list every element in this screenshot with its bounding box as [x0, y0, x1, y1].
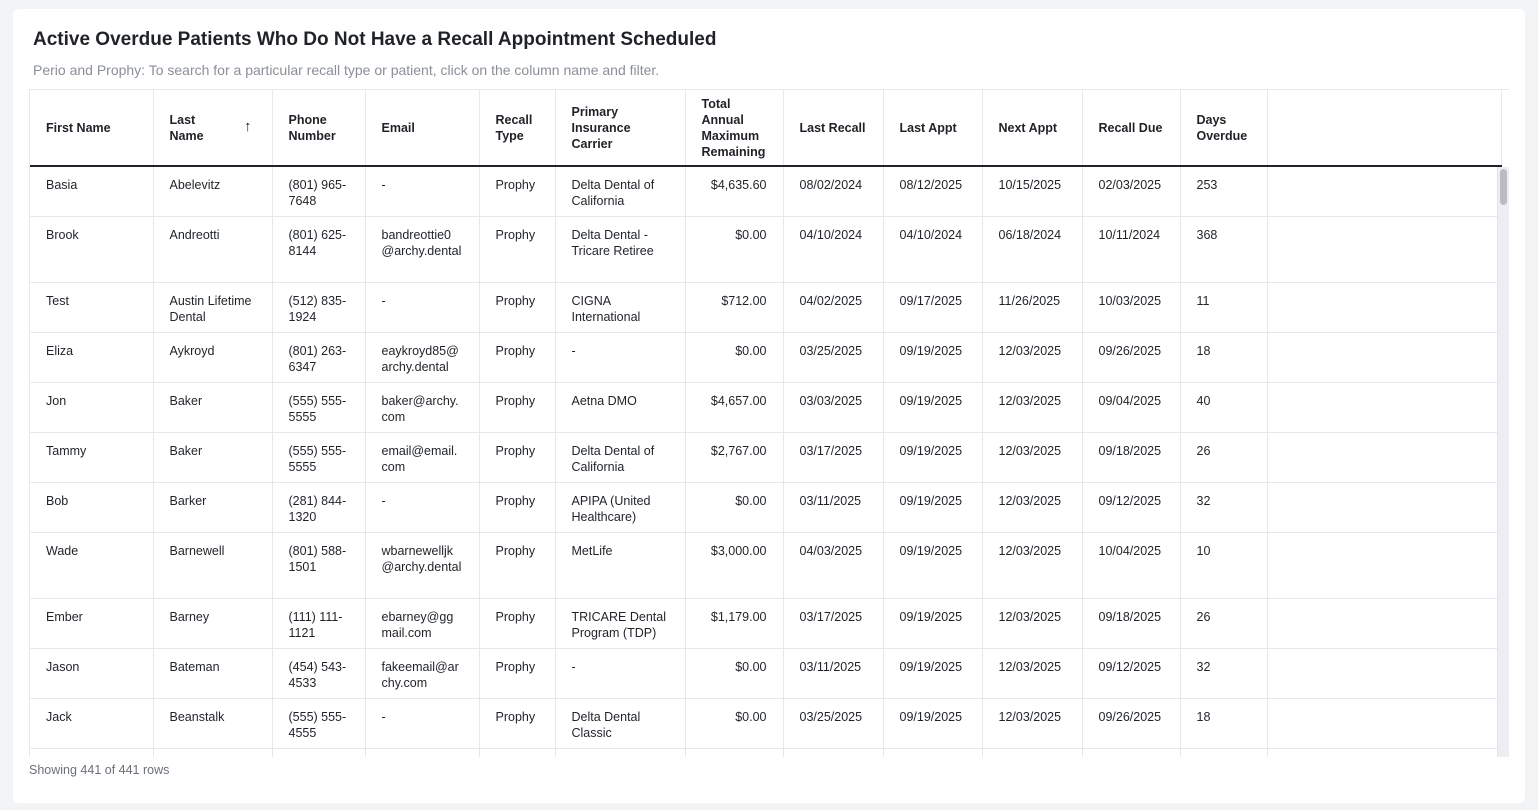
- annual-maximum-remaining-cell: $2,767.00: [685, 432, 783, 482]
- last-appt-cell: 09/19/2025: [883, 482, 982, 532]
- next-appt-cell: [982, 748, 1082, 757]
- last-recall-cell: 03/11/2025: [783, 648, 883, 698]
- phone-number-cell: (801) 588-1501: [272, 532, 365, 598]
- days-overdue-cell: 368: [1180, 216, 1267, 282]
- days-overdue-cell: 26: [1180, 432, 1267, 482]
- report-card: [13, 9, 1525, 803]
- table-row[interactable]: [30, 648, 1501, 698]
- insurance-carrier-cell: -: [555, 648, 685, 698]
- last-name-cell: Abelevitz: [153, 166, 272, 216]
- filler-cell: [1267, 166, 1501, 216]
- table-row[interactable]: [30, 166, 1501, 216]
- filler-cell: [1267, 282, 1501, 332]
- next-appt-cell: 12/03/2025: [982, 482, 1082, 532]
- email-cell: wbarnewelljk@archy.dental: [365, 532, 479, 598]
- email-cell: fakeemail@archy.com: [365, 648, 479, 698]
- insurance-carrier-cell: CIGNA International: [555, 282, 685, 332]
- recall-type-cell: Prophy: [479, 432, 555, 482]
- phone-number-cell: (555) 555-4555: [272, 698, 365, 748]
- next-appt-cell: 12/03/2025: [982, 698, 1082, 748]
- insurance-carrier-cell: MetLife: [555, 532, 685, 598]
- table-row[interactable]: [30, 598, 1501, 648]
- column-header-filler: [1267, 90, 1501, 166]
- annual-maximum-remaining-cell: $712.00: [685, 282, 783, 332]
- table-row[interactable]: [30, 216, 1501, 282]
- table-header-row: [30, 90, 1501, 166]
- first-name-cell: Brook: [30, 216, 153, 282]
- filler-cell: [1267, 532, 1501, 598]
- insurance-carrier-cell: Delta Dental of California: [555, 432, 685, 482]
- days-overdue-cell: [1180, 748, 1267, 757]
- column-header-phone-number[interactable]: [272, 90, 365, 166]
- patients-table: [29, 89, 1509, 757]
- first-name-cell: Jack: [30, 698, 153, 748]
- days-overdue-cell: 253: [1180, 166, 1267, 216]
- column-header-days-overdue[interactable]: [1180, 90, 1267, 166]
- first-name-cell: Jason: [30, 648, 153, 698]
- first-name-cell: Tammy: [30, 432, 153, 482]
- arrow-up-icon[interactable]: ↑: [244, 118, 252, 135]
- table-row[interactable]: [30, 532, 1501, 598]
- column-header-primary-insurance-carrier[interactable]: [555, 90, 685, 166]
- next-appt-cell: 12/03/2025: [982, 382, 1082, 432]
- recall-due-cell: 02/03/2025: [1082, 166, 1180, 216]
- column-header-label: Next Appt: [998, 120, 1058, 135]
- last-recall-cell: 03/25/2025: [783, 698, 883, 748]
- last-appt-cell: 09/19/2025: [883, 648, 982, 698]
- first-name-cell: Jon: [30, 382, 153, 432]
- column-header-last-appt[interactable]: [883, 90, 982, 166]
- scrollbar-thumb[interactable]: [1500, 169, 1507, 205]
- column-header-label: Phone Number: [288, 112, 336, 143]
- last-name-cell: Austin Lifetime Dental: [153, 282, 272, 332]
- last-name-cell: Baker: [153, 382, 272, 432]
- table-row[interactable]: [30, 332, 1501, 382]
- next-appt-cell: 12/03/2025: [982, 332, 1082, 382]
- days-overdue-cell: 32: [1180, 482, 1267, 532]
- recall-type-cell: Prophy: [479, 598, 555, 648]
- column-header-recall-type[interactable]: [479, 90, 555, 166]
- last-appt-cell: 09/19/2025: [883, 382, 982, 432]
- phone-number-cell: (281) 844-1320: [272, 482, 365, 532]
- phone-number-cell: (555) 555-5555: [272, 382, 365, 432]
- filler-cell: [1267, 216, 1501, 282]
- table-row[interactable]: [30, 748, 1501, 757]
- next-appt-cell: 10/15/2025: [982, 166, 1082, 216]
- recall-type-cell: Prophy: [479, 698, 555, 748]
- annual-maximum-remaining-cell: $0.00: [685, 216, 783, 282]
- page-title: Active Overdue Patients Who Do Not Have a Recall Appointment Scheduled: [33, 29, 717, 50]
- column-header-label: Total Annual Maximum Remaining: [701, 96, 766, 159]
- column-header-label: Days Overdue: [1196, 112, 1248, 143]
- recall-due-cell: 09/18/2025: [1082, 432, 1180, 482]
- table-row[interactable]: [30, 482, 1501, 532]
- annual-maximum-remaining-cell: $4,657.00: [685, 382, 783, 432]
- email-cell: -: [365, 698, 479, 748]
- recall-due-cell: [1082, 748, 1180, 757]
- last-appt-cell: 08/12/2025: [883, 166, 982, 216]
- last-appt-cell: 09/19/2025: [883, 598, 982, 648]
- page-subtitle: Perio and Prophy: To search for a particular recall type or patient, click on the column name and filter.: [33, 62, 660, 78]
- days-overdue-cell: 18: [1180, 698, 1267, 748]
- first-name-cell: Basia: [30, 166, 153, 216]
- column-header-first-name[interactable]: [30, 90, 153, 166]
- column-header-email[interactable]: [365, 90, 479, 166]
- column-header-next-appt[interactable]: [982, 90, 1082, 166]
- email-cell: [365, 748, 479, 757]
- next-appt-cell: 11/26/2025: [982, 282, 1082, 332]
- email-cell: -: [365, 166, 479, 216]
- column-header-label: Email: [381, 120, 415, 135]
- recall-due-cell: 09/18/2025: [1082, 598, 1180, 648]
- first-name-cell: [30, 748, 153, 757]
- recall-type-cell: Prophy: [479, 482, 555, 532]
- filler-cell: [1267, 332, 1501, 382]
- last-recall-cell: 03/17/2025: [783, 598, 883, 648]
- annual-maximum-remaining-cell: [685, 748, 783, 757]
- days-overdue-cell: 18: [1180, 332, 1267, 382]
- last-recall-cell: 04/03/2025: [783, 532, 883, 598]
- last-name-cell: Barnewell: [153, 532, 272, 598]
- recall-due-cell: 09/26/2025: [1082, 698, 1180, 748]
- days-overdue-cell: 10: [1180, 532, 1267, 598]
- last-recall-cell: 03/17/2025: [783, 432, 883, 482]
- next-appt-cell: 12/03/2025: [982, 532, 1082, 598]
- last-recall-cell: 08/02/2024: [783, 166, 883, 216]
- days-overdue-cell: 26: [1180, 598, 1267, 648]
- insurance-carrier-cell: Delta Dental of California: [555, 166, 685, 216]
- insurance-carrier-cell: TRICARE Dental Program (TDP): [555, 598, 685, 648]
- first-name-cell: Ember: [30, 598, 153, 648]
- recall-due-cell: 09/04/2025: [1082, 382, 1180, 432]
- filler-cell: [1267, 748, 1501, 757]
- table-row[interactable]: [30, 282, 1501, 332]
- annual-maximum-remaining-cell: $0.00: [685, 648, 783, 698]
- email-cell: email@email.com: [365, 432, 479, 482]
- table-row[interactable]: [30, 432, 1501, 482]
- last-appt-cell: 09/17/2025: [883, 282, 982, 332]
- recall-due-cell: 10/11/2024: [1082, 216, 1180, 282]
- email-cell: bandreottie0@archy.dental: [365, 216, 479, 282]
- phone-number-cell: (512) 835-1924: [272, 282, 365, 332]
- phone-number-cell: (801) 625-8144: [272, 216, 365, 282]
- recall-due-cell: 09/26/2025: [1082, 332, 1180, 382]
- column-header-recall-due[interactable]: [1082, 90, 1180, 166]
- last-name-cell: [153, 748, 272, 757]
- next-appt-cell: 06/18/2024: [982, 216, 1082, 282]
- column-header-label: Recall Due: [1098, 120, 1163, 135]
- phone-number-cell: (801) 263-6347: [272, 332, 365, 382]
- email-cell: -: [365, 282, 479, 332]
- insurance-carrier-cell: -: [555, 332, 685, 382]
- recall-type-cell: Prophy: [479, 532, 555, 598]
- table-row[interactable]: [30, 698, 1501, 748]
- phone-number-cell: (111) 111-1121: [272, 598, 365, 648]
- row-count-status: Showing 441 of 441 rows: [29, 763, 170, 777]
- annual-maximum-remaining-cell: $3,000.00: [685, 532, 783, 598]
- recall-type-cell: Prophy: [479, 166, 555, 216]
- email-cell: eaykroyd85@archy.dental: [365, 332, 479, 382]
- last-name-cell: Aykroyd: [153, 332, 272, 382]
- recall-type-cell: Prophy: [479, 382, 555, 432]
- first-name-cell: Wade: [30, 532, 153, 598]
- last-name-cell: Barney: [153, 598, 272, 648]
- next-appt-cell: 12/03/2025: [982, 432, 1082, 482]
- table-body: [30, 166, 1501, 757]
- recall-due-cell: 09/12/2025: [1082, 648, 1180, 698]
- recall-type-cell: Prophy: [479, 216, 555, 282]
- annual-maximum-remaining-cell: $0.00: [685, 698, 783, 748]
- recall-type-cell: Prophy: [479, 332, 555, 382]
- last-recall-cell: 03/03/2025: [783, 382, 883, 432]
- last-recall-cell: 04/10/2024: [783, 216, 883, 282]
- filler-cell: [1267, 598, 1501, 648]
- vertical-scrollbar[interactable]: [1497, 167, 1509, 757]
- last-name-cell: Bateman: [153, 648, 272, 698]
- column-header-label: Primary Insurance Carrier: [571, 104, 631, 151]
- last-appt-cell: 04/10/2024: [883, 216, 982, 282]
- days-overdue-cell: 11: [1180, 282, 1267, 332]
- filler-cell: [1267, 648, 1501, 698]
- first-name-cell: Test: [30, 282, 153, 332]
- last-recall-cell: 03/25/2025: [783, 332, 883, 382]
- last-appt-cell: [883, 748, 982, 757]
- phone-number-cell: (555) 555-5555: [272, 432, 365, 482]
- filler-cell: [1267, 482, 1501, 532]
- last-appt-cell: 09/19/2025: [883, 698, 982, 748]
- column-header-label: Last Appt: [899, 120, 957, 135]
- first-name-cell: Eliza: [30, 332, 153, 382]
- recall-due-cell: 10/04/2025: [1082, 532, 1180, 598]
- last-recall-cell: 04/02/2025: [783, 282, 883, 332]
- column-header-label: Recall Type: [495, 112, 533, 143]
- filler-cell: [1267, 698, 1501, 748]
- filler-cell: [1267, 432, 1501, 482]
- column-header-label: Last Name: [169, 112, 204, 143]
- column-header-total-annual-maximum-remaining[interactable]: [685, 90, 783, 166]
- column-header-last-name[interactable]: [153, 90, 272, 166]
- recall-due-cell: 09/12/2025: [1082, 482, 1180, 532]
- filler-cell: [1267, 382, 1501, 432]
- column-header-label: Last Recall: [799, 120, 866, 135]
- table-row[interactable]: [30, 382, 1501, 432]
- column-header-last-recall[interactable]: [783, 90, 883, 166]
- phone-number-cell: [272, 748, 365, 757]
- last-appt-cell: 09/19/2025: [883, 532, 982, 598]
- insurance-carrier-cell: Delta Dental - Tricare Retiree: [555, 216, 685, 282]
- phone-number-cell: (801) 965-7648: [272, 166, 365, 216]
- email-cell: baker@archy.com: [365, 382, 479, 432]
- last-recall-cell: [783, 748, 883, 757]
- annual-maximum-remaining-cell: $1,179.00: [685, 598, 783, 648]
- annual-maximum-remaining-cell: $4,635.60: [685, 166, 783, 216]
- insurance-carrier-cell: Delta Dental Classic: [555, 698, 685, 748]
- insurance-carrier-cell: Aetna DMO: [555, 382, 685, 432]
- insurance-carrier-cell: [555, 748, 685, 757]
- phone-number-cell: (454) 543-4533: [272, 648, 365, 698]
- recall-type-cell: Prophy: [479, 648, 555, 698]
- last-appt-cell: 09/19/2025: [883, 432, 982, 482]
- recall-due-cell: 10/03/2025: [1082, 282, 1180, 332]
- insurance-carrier-cell: APIPA (United Healthcare): [555, 482, 685, 532]
- last-name-cell: Barker: [153, 482, 272, 532]
- recall-type-cell: Prophy: [479, 282, 555, 332]
- next-appt-cell: 12/03/2025: [982, 598, 1082, 648]
- last-name-cell: Andreotti: [153, 216, 272, 282]
- days-overdue-cell: 40: [1180, 382, 1267, 432]
- last-name-cell: Baker: [153, 432, 272, 482]
- days-overdue-cell: 32: [1180, 648, 1267, 698]
- column-header-label: First Name: [46, 120, 111, 135]
- annual-maximum-remaining-cell: $0.00: [685, 332, 783, 382]
- email-cell: ebarney@ggmail.com: [365, 598, 479, 648]
- recall-type-cell: [479, 748, 555, 757]
- last-recall-cell: 03/11/2025: [783, 482, 883, 532]
- next-appt-cell: 12/03/2025: [982, 648, 1082, 698]
- first-name-cell: Bob: [30, 482, 153, 532]
- last-name-cell: Beanstalk: [153, 698, 272, 748]
- last-appt-cell: 09/19/2025: [883, 332, 982, 382]
- email-cell: -: [365, 482, 479, 532]
- annual-maximum-remaining-cell: $0.00: [685, 482, 783, 532]
